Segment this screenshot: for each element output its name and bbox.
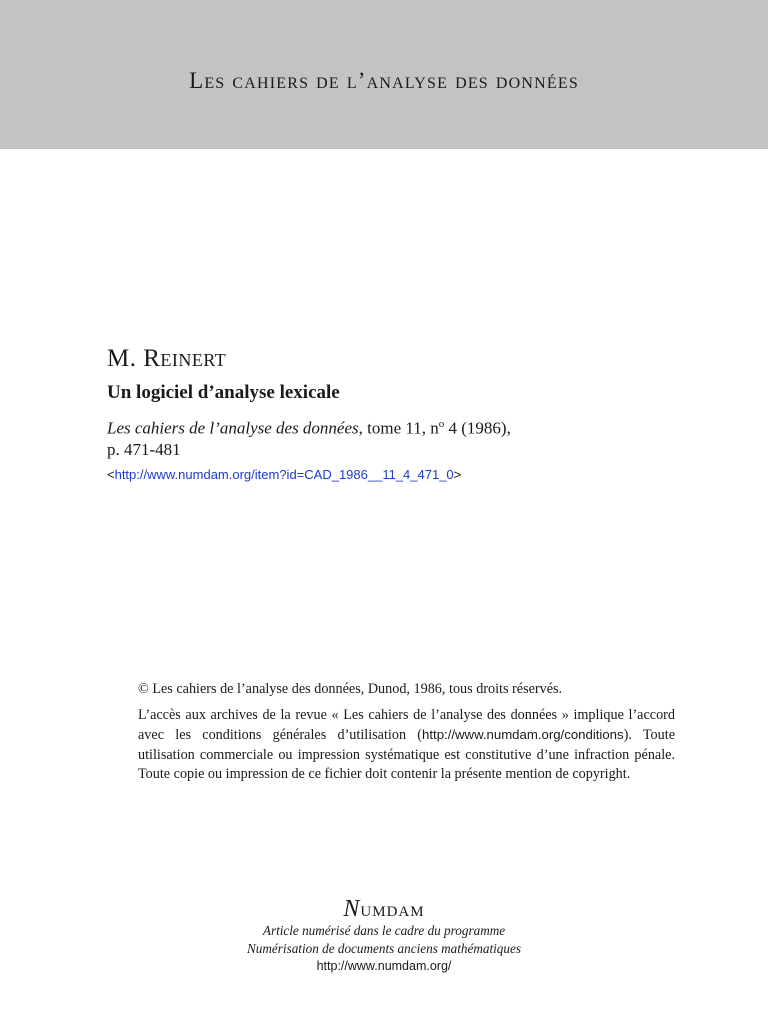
article-title: Un logiciel d’analyse lexicale	[107, 382, 340, 403]
numdam-logo-initial: N	[343, 896, 361, 922]
author-name: M. Reinert	[107, 345, 227, 372]
access-text-part1: L’accès aux archives de la revue « Les cahiers de l’analyse des données » implique l’accord avec les conditions générales d’utilisation (	[138, 706, 675, 743]
journal-title: Les cahiers de l’analyse des données	[189, 68, 579, 93]
footer-line-1: Article numérisé dans le cadre du programme	[262, 923, 506, 938]
citation-number-sup: o	[438, 418, 445, 430]
copyright-line: © Les cahiers de l’analyse des données, Dunod, 1986, tous droits réservés.	[138, 681, 563, 697]
url-close-bracket: >	[453, 466, 462, 482]
article-url-line	[107, 466, 687, 484]
citation-journal: Les cahiers de l’analyse des données	[107, 418, 359, 438]
numdam-footer	[0, 896, 768, 975]
url-open-bracket: <	[107, 466, 115, 482]
numdam-logo	[0, 896, 768, 922]
article-info	[107, 344, 687, 484]
access-conditions	[138, 706, 675, 785]
footer-url-link[interactable]: http://www.numdam.org/	[316, 959, 452, 973]
conditions-url-link[interactable]: http://www.numdam.org/conditions	[422, 727, 624, 742]
rights-notice	[138, 680, 675, 785]
citation-volume: , tome 11, n	[358, 418, 439, 438]
citation-pages: p. 471-481	[107, 439, 181, 459]
header-banner	[0, 0, 768, 149]
access-text-part2: ). Toute utilisation commerciale ou impression systématique est constitutive d’une infraction pénale. Toute copie ou impression de ce fichier doit contenir la présente mention de copyright.	[138, 727, 675, 782]
citation-issue: 4 (1986),	[444, 418, 511, 438]
footer-line-2: Numérisation de documents anciens mathématiques	[247, 941, 521, 956]
numdam-logo-rest: umdam	[360, 897, 425, 921]
citation	[107, 414, 667, 460]
article-url-link[interactable]: http://www.numdam.org/item?id=CAD_1986__11_4_471_0	[114, 466, 454, 482]
